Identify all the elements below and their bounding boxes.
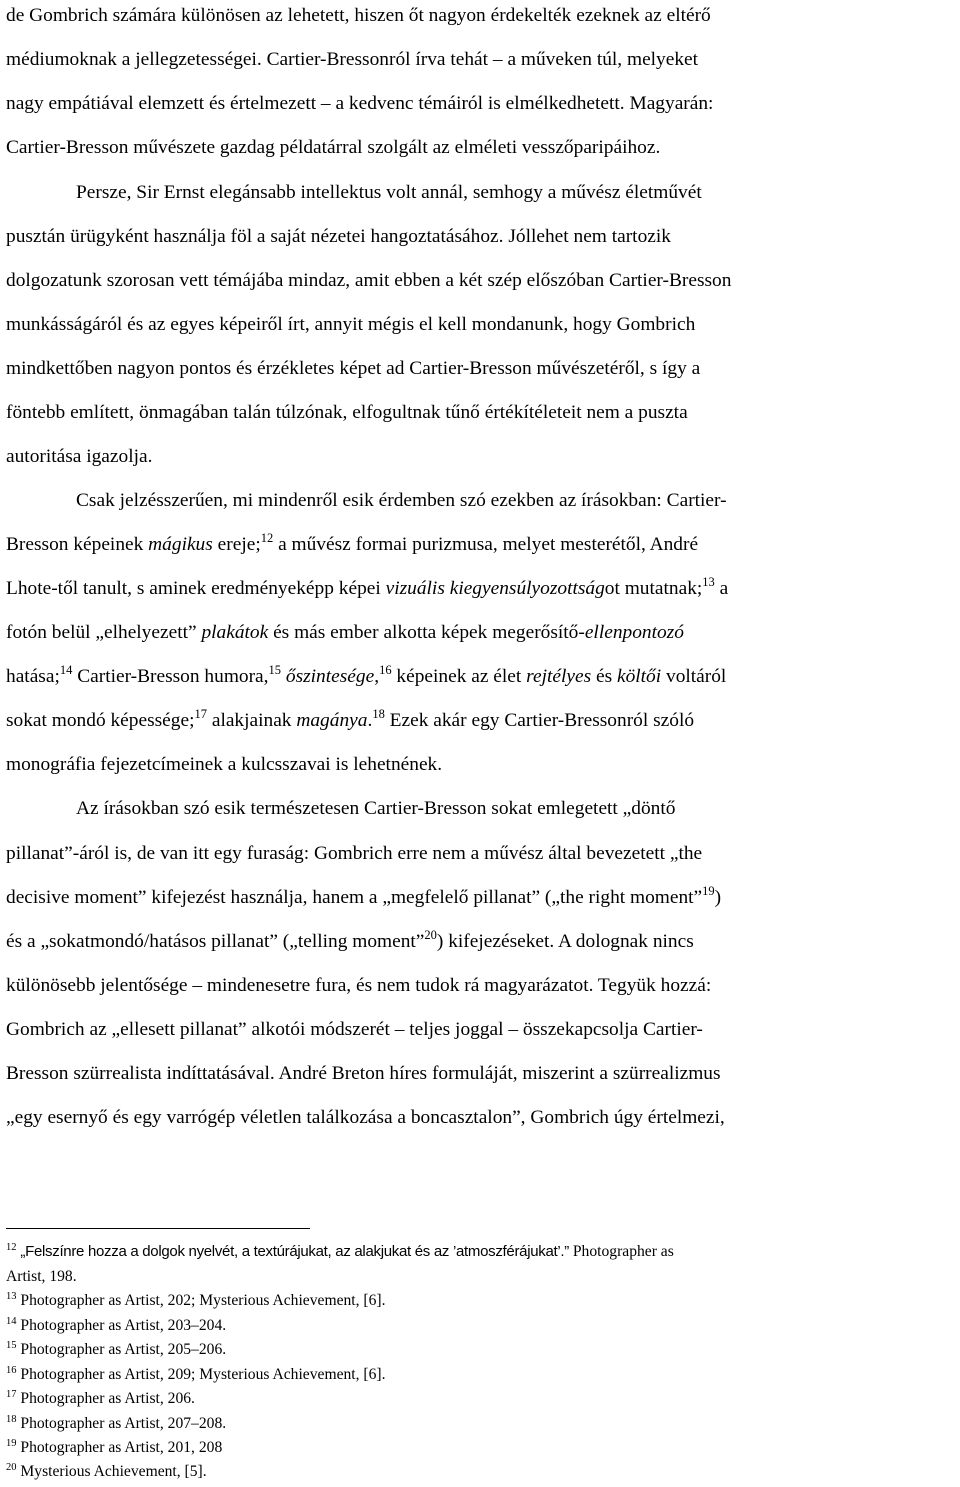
- body-line: „egy esernyő és egy varrógép véletlen találkozása a boncasztalon”, Gombrich úgy értelmezi,: [6, 1107, 725, 1128]
- body-line: Lhote-től tanult, s aminek eredményeképp képei vizuális kiegyensúlyozottságot mutatnak;$^{13}$ a: [6, 575, 729, 599]
- footnote: $^{20}$ Mysterious Achievement, [5].: [6, 1462, 207, 1480]
- body-line: decisive moment” kifejezést használja, hanem a „megfelelő pillanat” („the right moment”$^{19}$): [6, 884, 722, 908]
- body-line: Csak jelzésszerűen, mi mindenről esik érdemben szó ezekben az írásokban: Cartier-: [76, 490, 727, 511]
- footnote-ref: 17: [194, 707, 207, 721]
- body-line: fotón belül „elhelyezett” plakátok és más ember alkotta képek megerősítő-ellenpontozó: [6, 622, 684, 643]
- footnote-ref: 20: [424, 928, 437, 942]
- body-line: Bresson képeinek mágikus ereje;$^{12}$ a művész formai purizmusa, melyet mesterétől, André: [6, 531, 699, 555]
- body-line: monográfia fejezetcímeinek a kulcsszavai is lehetnének.: [6, 754, 443, 775]
- body-line: és a „sokatmondó/hatásos pillanat” („telling moment”$^{20}$) kifejezéseket. A dolognak nincs: [6, 928, 694, 952]
- footnote-ref: 18: [372, 707, 385, 721]
- footnote: $^{18}$ Photographer as Artist, 207–208.: [6, 1414, 227, 1432]
- body-line: különösebb jelentősége – mindenesetre fura, és nem tudok rá magyarázatot. Tegyük hozzá:: [6, 975, 712, 996]
- footnote-ref: 14: [59, 663, 73, 677]
- body-line: médiumoknak a jellegzetességei. Cartier-Bressonról írva tehát – a műveken túl, melyeket: [6, 49, 699, 70]
- footnote: $^{13}$ Photographer as Artist, 202; Mysterious Achievement, [6].: [6, 1291, 386, 1309]
- body-line: Persze, Sir Ernst elegánsabb intellektus volt annál, semhogy a művész életművét: [76, 182, 702, 203]
- body-line: sokat mondó képessége;$^{17}$ alakjainak magánya.$^{18}$ Ezek akár egy Cartier-Bressonról szóló: [6, 707, 695, 731]
- body-line: autoritása igazolja.: [6, 446, 153, 467]
- body-line: de Gombrich számára különösen az lehetett, hiszen őt nagyon érdekelték ezeknek az eltérő: [6, 5, 711, 26]
- footnote-ref: 13: [702, 575, 715, 589]
- body-line: hatása;$^{14}$ Cartier-Bresson humora,$^{15}$ őszintesége,$^{16}$ képeinek az élet rejtélyes és költői voltáról: [6, 663, 727, 687]
- footnote: $^{15}$ Photographer as Artist, 205–206.: [6, 1340, 227, 1358]
- body-line: Cartier-Bresson művészete gazdag példatárral szolgált az elméleti vesszőparipáihoz.: [6, 137, 661, 158]
- footnote: $^{16}$ Photographer as Artist, 209; Mysterious Achievement, [6].: [6, 1365, 386, 1383]
- body-line: munkásságáról és az egyes képeiről írt, annyit mégis el kell mondanunk, hogy Gombrich: [6, 314, 696, 335]
- body-line: nagy empátiával elemzett és értelmezett – a kedvenc témáiról is elmélkedhetett. Magyarán:: [6, 93, 714, 114]
- body-line: Bresson szürrealista indíttatásával. André Breton híres formuláját, miszerint a szürrealizmus: [6, 1063, 721, 1084]
- body-line: mindkettőben nagyon pontos és érzékletes képet ad Cartier-Bresson művészetéről, s így a: [6, 358, 701, 379]
- footnote: $^{12}$ „Felszínre hozza a dolgok nyelvét, a textúrájukat, az alakjukat és az ’atmoszférájukat’.” Photographer as: [6, 1242, 674, 1260]
- footnote-ref: 12: [260, 531, 274, 545]
- footnote: $^{14}$ Photographer as Artist, 203–204.: [6, 1316, 227, 1334]
- footnote: $^{17}$ Photographer as Artist, 206.: [6, 1389, 195, 1407]
- footnote-separator: [6, 1228, 310, 1229]
- footnote-ref: 16: [379, 663, 392, 677]
- body-line: Az írásokban szó esik természetesen Cartier-Bresson sokat emlegetett „döntő: [76, 798, 676, 819]
- body-line: dolgozatunk szorosan vett témájába mindaz, amit ebben a két szép előszóban Cartier-Bresson: [6, 270, 732, 291]
- footnote: $^{19}$ Photographer as Artist, 201, 208: [6, 1438, 223, 1456]
- footnote: Artist, 198.: [6, 1268, 77, 1285]
- body-line: Gombrich az „ellesett pillanat” alkotói módszerét – teljes joggal – összekapcsolja Cartier-: [6, 1019, 703, 1040]
- footnote-ref: 19: [702, 884, 715, 898]
- body-line: pillanat”-áról is, de van itt egy furaság: Gombrich erre nem a művész által bevezetett „the: [6, 843, 703, 864]
- body-line: pusztán ürügyként használja föl a saját nézetei hangoztatásához. Jóllehet nem tartozik: [6, 226, 671, 247]
- body-line: föntebb említett, önmagában talán túlzónak, elfogultnak tűnő értékítéleteit nem a puszta: [6, 402, 688, 423]
- footnote-ref: 15: [268, 663, 282, 677]
